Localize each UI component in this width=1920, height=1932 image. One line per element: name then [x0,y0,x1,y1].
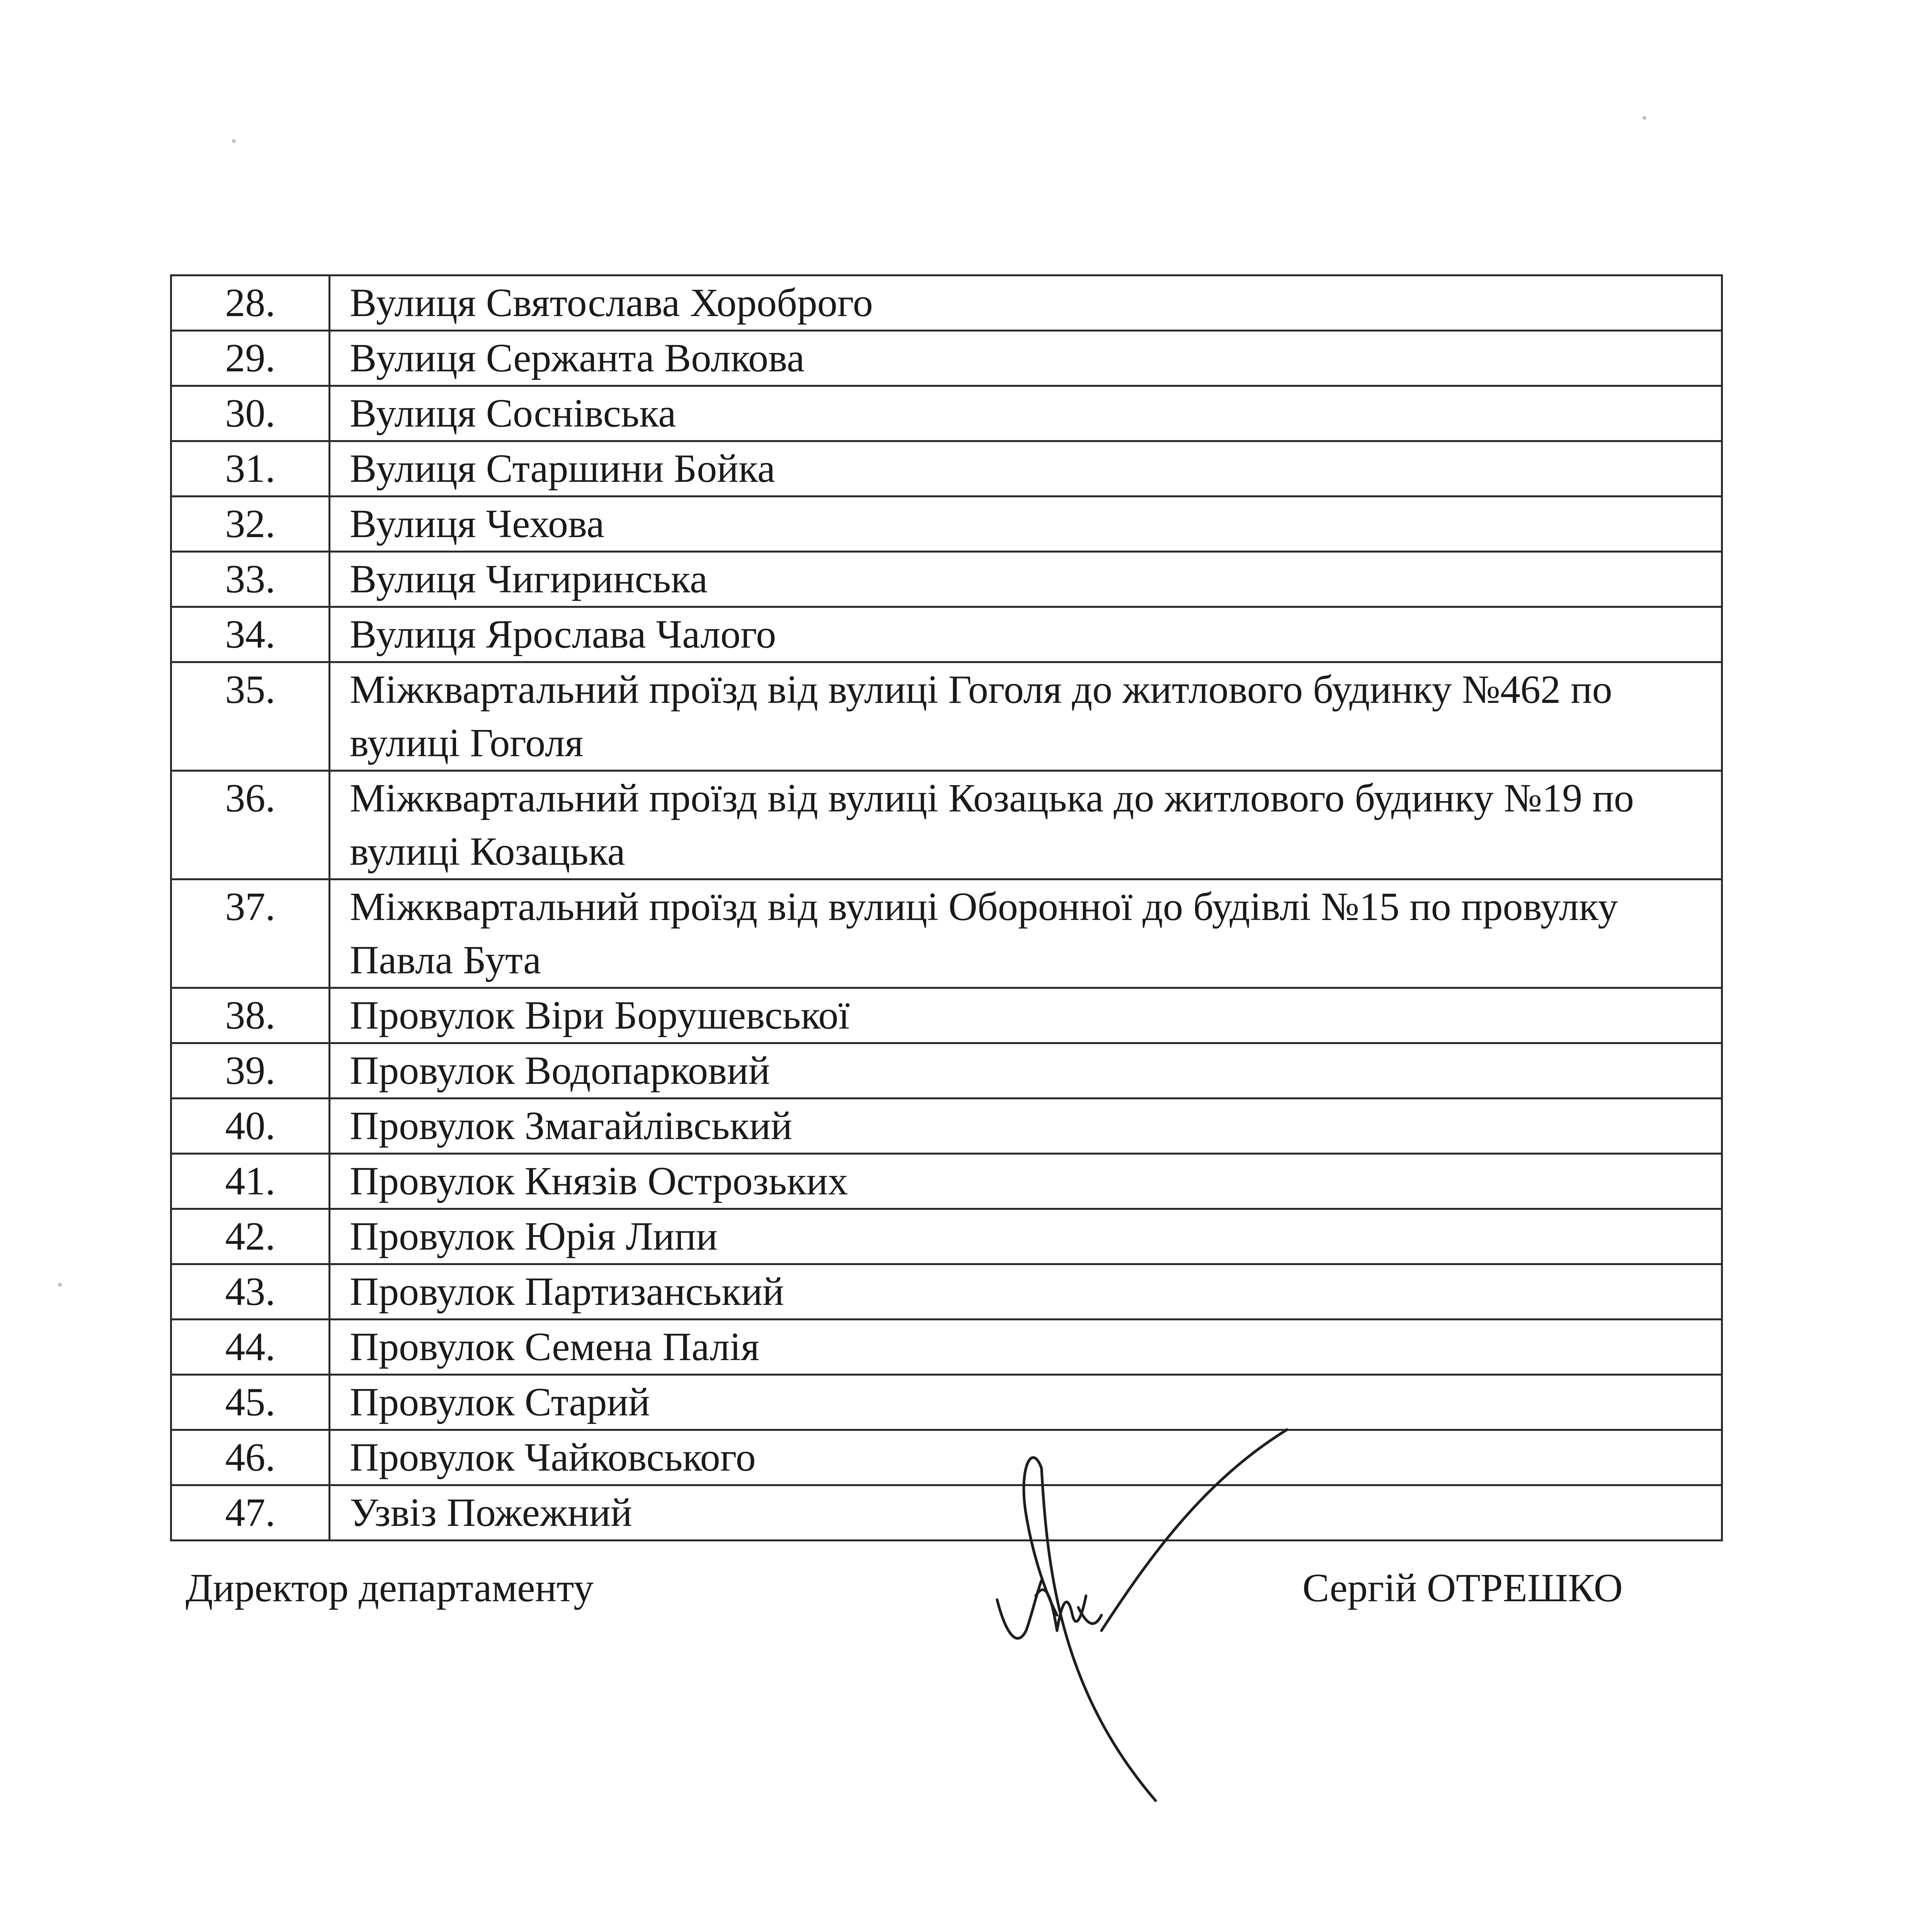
street-name: Міжквартальний проїзд від вулиці Оборонної до будівлі №15 по провулку Павла Бута [330,879,1722,988]
table-row [171,1320,1722,1375]
row-number: 41. [171,1154,330,1209]
signature-image [989,1414,1306,1832]
table-row [171,1375,1722,1430]
row-number: 39. [171,1043,330,1099]
street-name: Вулиця Ярослава Чалого [330,607,1722,662]
street-name: Міжквартальний проїзд від вулиці Козацька до житлового будинку №19 по вулиці Козацька [330,771,1722,879]
row-number: 30. [171,386,330,441]
street-name: Провулок Змагайлівський [330,1099,1722,1154]
row-number: 31. [171,441,330,497]
table-row [171,497,1722,552]
table-row [171,1430,1722,1485]
street-name: Провулок Старий [330,1375,1722,1430]
scan-speck [1643,116,1646,120]
street-name: Вулиця Святослава Хороброго [330,276,1722,331]
table-row [171,771,1722,879]
table-row [171,1264,1722,1320]
street-name: Провулок Партизанський [330,1264,1722,1320]
table-row [171,1043,1722,1099]
table-row [171,441,1722,497]
street-name: Провулок Чайковського [330,1430,1722,1485]
table-row [171,1154,1722,1209]
street-name: Провулок Князів Острозьких [330,1154,1722,1209]
street-name: Провулок Віри Борушевської [330,988,1722,1043]
street-list-table [170,274,1723,1541]
street-name: Вулиця Чехова [330,497,1722,552]
row-number: 28. [171,276,330,331]
table-row [171,1485,1722,1541]
street-list-body [171,276,1722,1541]
row-number: 34. [171,607,330,662]
row-number: 47. [171,1485,330,1541]
row-number: 43. [171,1264,330,1320]
street-name: Провулок Юрія Липи [330,1209,1722,1264]
row-number: 36. [171,771,330,879]
scan-speck [232,139,236,143]
street-name: Вулиця Сержанта Волкова [330,331,1722,386]
street-name: Міжквартальний проїзд від вулиці Гоголя до житлового будинку №462 по вулиці Гоголя [330,662,1722,771]
row-number: 45. [171,1375,330,1430]
street-name: Узвіз Пожежний [330,1485,1722,1541]
street-name: Вулиця Чигиринська [330,552,1722,607]
street-name: Вулиця Соснівська [330,386,1722,441]
row-number: 29. [171,331,330,386]
row-number: 33. [171,552,330,607]
row-number: 38. [171,988,330,1043]
signer-position: Директор департаменту [186,1566,594,1610]
table-row [171,1209,1722,1264]
street-name: Вулиця Старшини Бойка [330,441,1722,497]
scan-speck [58,1283,62,1287]
table-row [171,331,1722,386]
table-row [171,662,1722,771]
row-number: 35. [171,662,330,771]
street-name: Провулок Семена Палія [330,1320,1722,1375]
table-row [171,552,1722,607]
row-number: 42. [171,1209,330,1264]
signer-name: Сергій ОТРЕШКО [1302,1566,1623,1610]
row-number: 40. [171,1099,330,1154]
table-row [171,386,1722,441]
table-row [171,1099,1722,1154]
table-row [171,988,1722,1043]
table-row [171,879,1722,988]
table-row [171,607,1722,662]
row-number: 46. [171,1430,330,1485]
table-row [171,276,1722,331]
street-name: Провулок Водопарковий [330,1043,1722,1099]
row-number: 32. [171,497,330,552]
row-number: 44. [171,1320,330,1375]
row-number: 37. [171,879,330,988]
